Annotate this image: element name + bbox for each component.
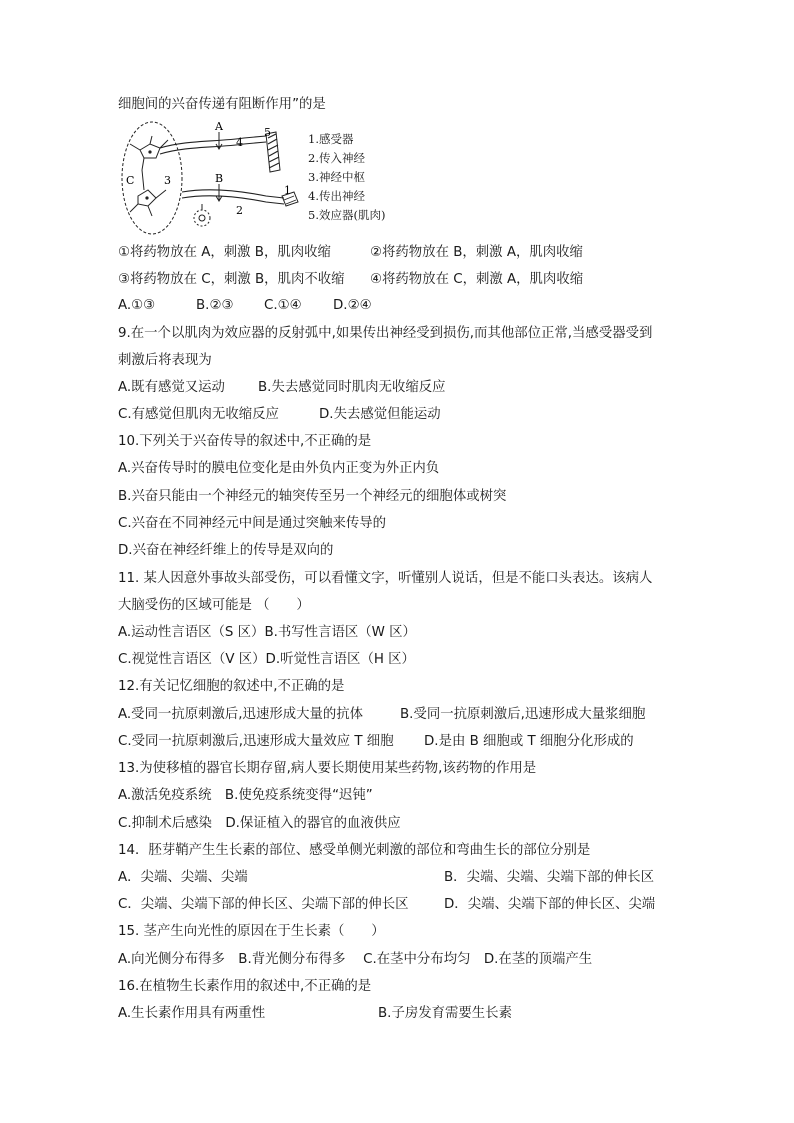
q10-option-a: A.兴奋传导时的膜电位变化是由外负内正变为外正内负 xyxy=(118,461,440,476)
q9-option-b: B.失去感觉同时肌肉无收缩反应 xyxy=(258,380,446,395)
q12-option-d: D.是由 B 细胞或 T 细胞分化形成的 xyxy=(424,734,634,749)
q14-option-a: A．尖端、尖端、尖端 xyxy=(118,870,248,885)
q8-choice-b: B.②③ xyxy=(196,298,234,313)
label-4: 4 xyxy=(236,136,243,149)
q10-option-c: C.兴奋在不同神经元中间是通过突触来传导的 xyxy=(118,516,387,531)
q8-choice-d: D.②④ xyxy=(333,298,372,313)
q8-choice-c: C.①④ xyxy=(264,298,302,313)
dorsal-root-ganglion xyxy=(194,210,210,226)
label-2: 2 xyxy=(236,204,243,217)
label-5: 5 xyxy=(264,126,271,139)
q10-stem: 10.下列关于兴奋传导的叙述中,不正确的是 xyxy=(118,434,372,449)
q9-option-d: D.失去感觉但能运动 xyxy=(319,407,441,422)
q9-option-c: C.有感觉但肌肉无收缩反应 xyxy=(118,407,279,422)
q11-options-cd: C.视觉性言语区（V 区）D.听觉性言语区（H 区） xyxy=(118,652,415,667)
label-c: C xyxy=(126,174,135,187)
reflex-arc-figure xyxy=(116,118,306,242)
q12-option-c: C.受同一抗原刺激后,迅速形成大量效应 T 细胞 xyxy=(118,734,394,749)
q15-options: A.向光侧分布得多 B.背光侧分布得多 C.在茎中分布均匀 D.在茎的顶端产生 xyxy=(118,952,593,967)
q13-options-cd: C.抑制术后感染 D.保证植入的器官的血液供应 xyxy=(118,816,401,831)
legend-item-3: 3.神经中枢 xyxy=(308,170,365,184)
q10-option-b: B.兴奋只能由一个神经元的轴突传至另一个神经元的细胞体或树突 xyxy=(118,489,507,504)
q13-options-ab: A.激活免疫系统 B.使免疫系统变得“迟钝” xyxy=(118,788,373,803)
q8-option-1: ①将药物放在 A，刺激 B，肌肉收缩 xyxy=(118,245,331,260)
label-b: B xyxy=(215,172,224,185)
legend-item-5: 5.效应器(肌肉) xyxy=(308,208,386,222)
q14-stem: 14．胚芽鞘产生生长素的部位、感受单侧光刺激的部位和弯曲生长的部位分别是 xyxy=(118,843,591,858)
q9-option-a: A.既有感觉又运动 xyxy=(118,380,225,395)
q14-option-b: B．尖端、尖端、尖端下部的伸长区 xyxy=(444,870,655,885)
q16-stem: 16.在植物生长素作用的叙述中,不正确的是 xyxy=(118,979,372,994)
q12-stem: 12.有关记忆细胞的叙述中,不正确的是 xyxy=(118,679,345,694)
q12-option-a: A.受同一抗原刺激后,迅速形成大量的抗体 xyxy=(118,707,364,722)
q8-option-4: ④将药物放在 C，刺激 A，肌肉收缩 xyxy=(370,272,584,287)
q10-option-d: D.兴奋在神经纤维上的传导是双向的 xyxy=(118,543,334,558)
q14-option-d: D．尖端、尖端下部的伸长区、尖端 xyxy=(444,897,656,912)
q14-option-c: C．尖端、尖端下部的伸长区、尖端下部的伸长区 xyxy=(118,897,409,912)
q8-option-2: ②将药物放在 B，刺激 A，肌肉收缩 xyxy=(370,245,583,260)
q9-stem-2: 刺激后将表现为 xyxy=(118,353,212,368)
legend-item-4: 4.传出神经 xyxy=(308,189,365,203)
label-3: 3 xyxy=(164,174,171,187)
q16-option-b: B.子房发育需要生长素 xyxy=(378,1006,512,1021)
q8-choice-a: A.①③ xyxy=(118,298,156,313)
legend-item-2: 2.传入神经 xyxy=(308,151,365,165)
q9-stem-1: 9.在一个以肌肉为效应器的反射弧中,如果传出神经受到损伤,而其他部位正常,当感受器受到 xyxy=(118,326,653,341)
arrow-b xyxy=(216,184,222,201)
q11-stem-2: 大脑受伤的区域可能是 （ ） xyxy=(118,598,310,613)
q16-option-a: A.生长素作用具有两重性 xyxy=(118,1006,266,1021)
lead-text: 细胞间的兴奋传递有阻断作用”的是 xyxy=(118,97,326,112)
label-1: 1 xyxy=(284,184,291,197)
label-a: A xyxy=(215,120,223,133)
q15-stem: 15. 茎产生向光性的原因在于生长素（ ） xyxy=(118,924,385,939)
q8-option-3: ③将药物放在 C，刺激 B，肌肉不收缩 xyxy=(118,272,345,287)
legend-item-1: 1.感受器 xyxy=(308,132,354,146)
q11-options-ab: A.运动性言语区（S 区）B.书写性言语区（W 区） xyxy=(118,625,416,640)
q13-stem: 13.为使移植的器官长期存留,病人要长期使用某些药物,该药物的作用是 xyxy=(118,761,537,776)
q12-option-b: B.受同一抗原刺激后,迅速形成大量浆细胞 xyxy=(400,707,646,722)
q11-stem-1: 11. 某人因意外事故头部受伤，可以看懂文字，听懂别人说话，但是不能口头表达。该病人 xyxy=(118,571,653,586)
